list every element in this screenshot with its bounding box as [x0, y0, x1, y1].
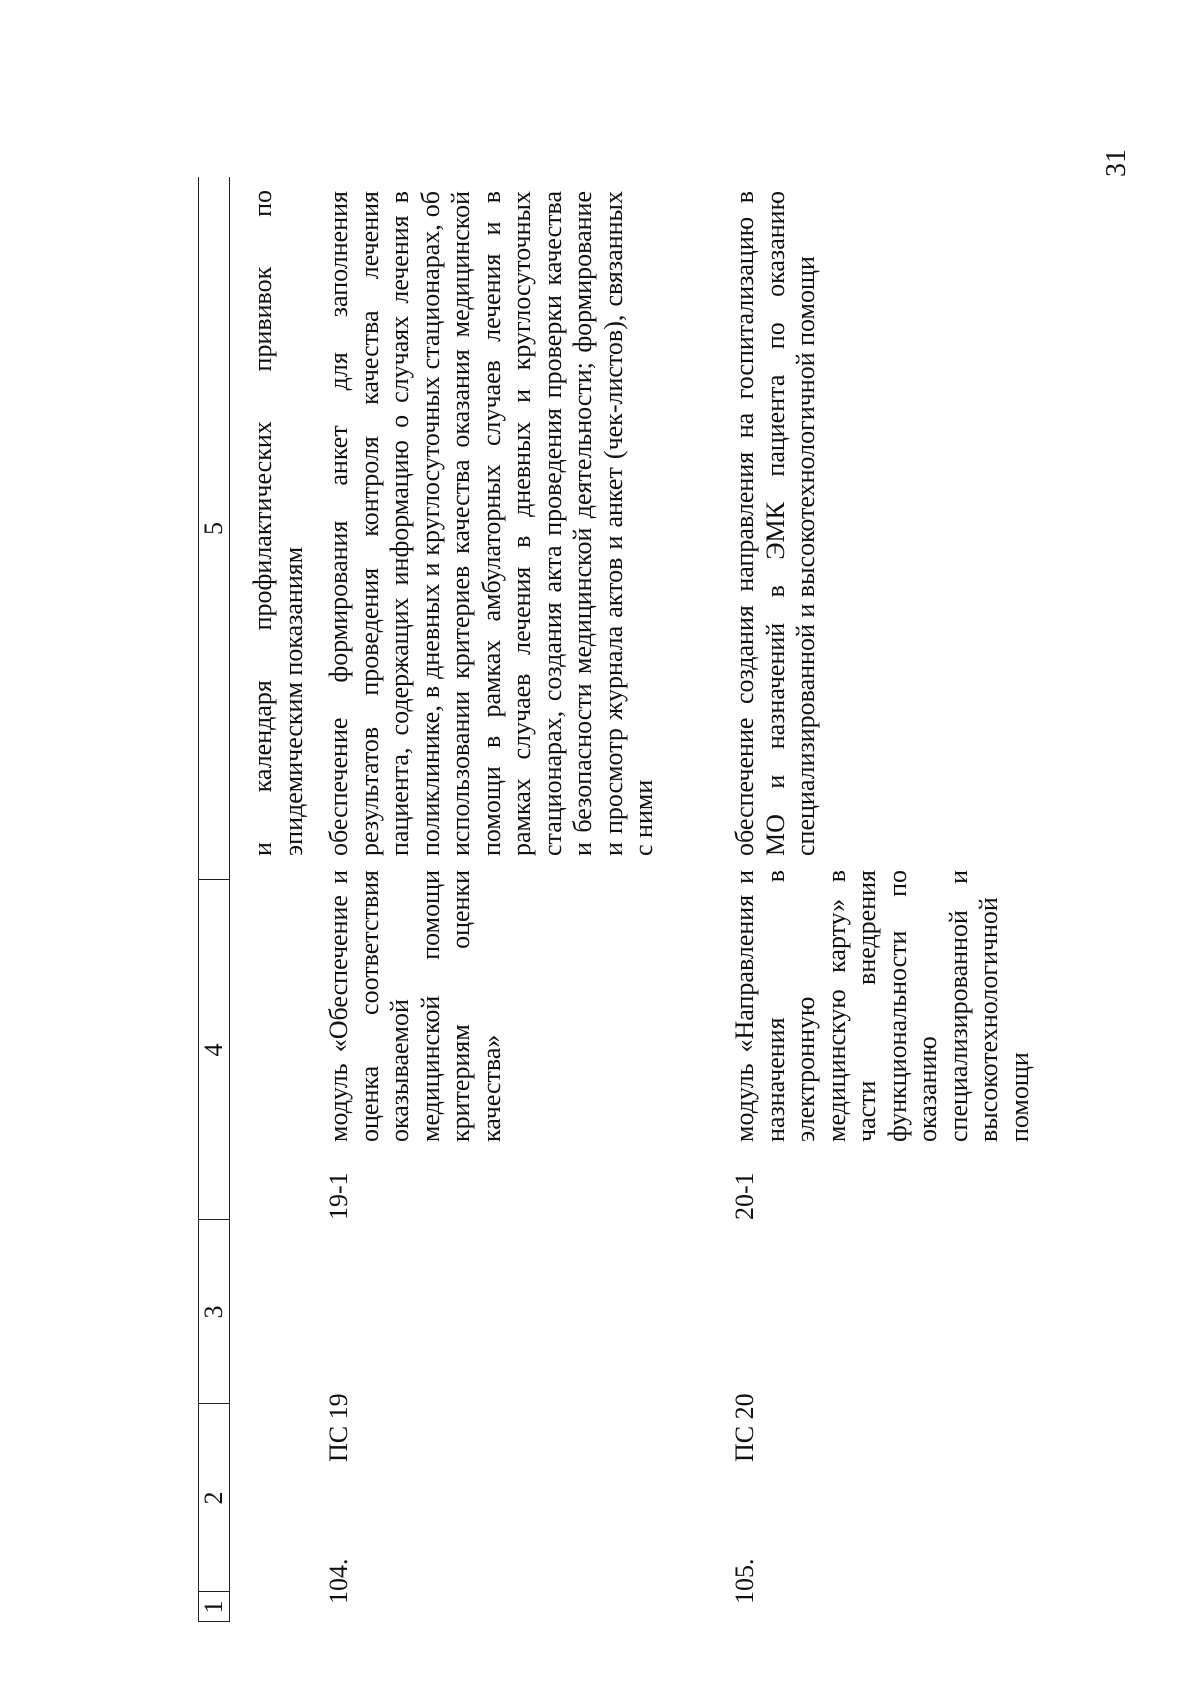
row-number: 104.: [324, 1558, 353, 1604]
header-bottom-border: [229, 177, 230, 1622]
row-subsystem: 20-1: [730, 1172, 759, 1220]
header-col-5: 5: [199, 522, 228, 535]
rotated-table: [198, 177, 1073, 1622]
header-col-3: 3: [199, 1305, 228, 1319]
header-col-2: 2: [199, 1491, 228, 1505]
header-col-4: 4: [199, 1043, 228, 1057]
row-code: ПС 19: [324, 1393, 353, 1462]
row-code: ПС 20: [730, 1393, 759, 1462]
header-col-1: 1: [199, 1600, 228, 1614]
row-module: модуль «Обеспечение и оценка соответствия оказываемой медицинской помощи критериям оценки качества»: [324, 870, 506, 1142]
row-description: обеспечение создания направления на госпитализацию в МО и назначений в ЭМК пациента по оказанию специализированной и высокотехнологичной помощи: [730, 191, 820, 856]
continuation-col5: и календаря профилактических прививок по эпидемическим показаниям: [248, 190, 308, 856]
row-description: обеспечение формирования анкет для заполнения результатов проведения контроля качества лечения пациента, содержащих информацию о случаях лечения в поликлинике, в дневных и круглосуточных стационарах, об использовании критериев качества оказания медицинской помощи в рамках амбулаторных случаев лечения и в рамках случаев лечения в дневных и круглосуточных стационарах, создания акта проведения проверки качества и безопасности медицинской деятельности; формирование и просмотр журнала актов и анкет (чек-листов), связанных с ними: [324, 191, 658, 856]
row-subsystem: 19-1: [324, 1172, 353, 1220]
row-module: модуль «Направления и назначения в электронную медицинскую карту» в части внедрения функциональности по оказанию специализированной и высокотехнологичной помощи: [730, 870, 1034, 1142]
row-number: 105.: [730, 1558, 759, 1604]
page-number: 31: [1101, 149, 1132, 177]
